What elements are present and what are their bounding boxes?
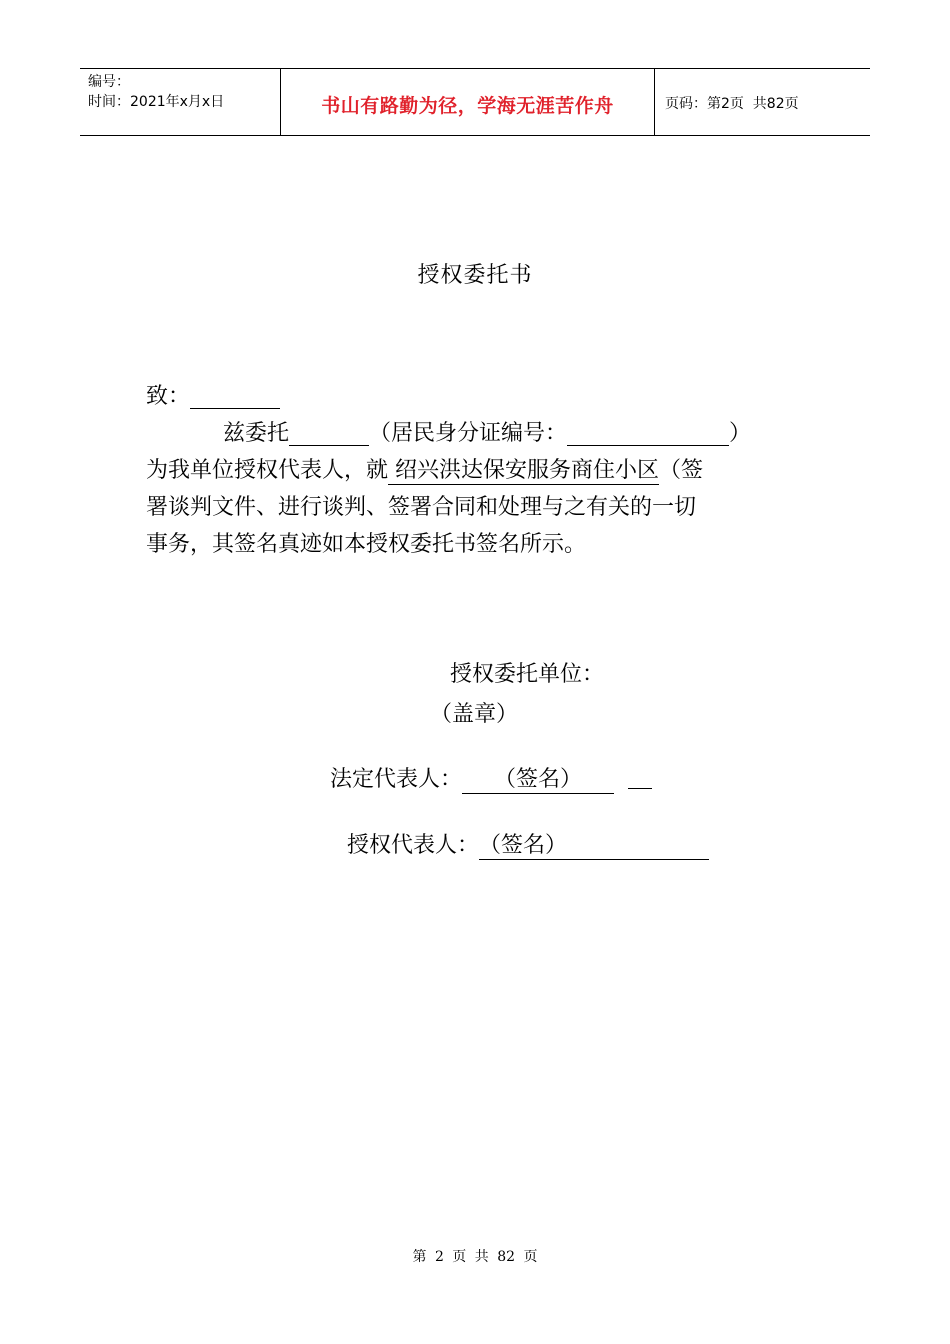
id-number-blank [567, 415, 729, 446]
header-motto-cell [281, 69, 655, 135]
paragraph-line-2 [146, 452, 806, 489]
recipient-label: 致： [146, 384, 191, 409]
entrust-prefix: 兹委托 [223, 421, 290, 446]
line2-prefix: 为我单位授权代表人，就 [146, 458, 389, 483]
paragraph-line-1 [146, 415, 806, 452]
header-page-info: 页码：第2页 共82页 [665, 96, 799, 112]
paragraph-line-3: 署谈判文件、进行谈判、签署合同和处理与之有关的一切 [146, 495, 697, 520]
legal-rep-signature: （签名） [462, 762, 614, 794]
paragraph-line-4: 事务，其签名真迹如本授权委托书签名所示。 [146, 532, 587, 557]
id-number-label: （居民身分证编号： [369, 421, 568, 446]
line2-suffix: （签 [659, 458, 704, 483]
recipient-line [146, 378, 806, 415]
id-number-close: ） [729, 421, 752, 446]
authorized-representative-line [347, 828, 709, 860]
header-meta [80, 69, 281, 135]
authorization-paragraph [146, 415, 806, 563]
legal-rep-extra-blank [628, 762, 652, 789]
legal-rep-label: 法定代表人： [330, 767, 463, 792]
header-page-cell [655, 69, 870, 135]
entrustee-name-blank [289, 415, 369, 446]
page-header [80, 68, 870, 136]
auth-rep-signature: （签名） [479, 828, 709, 860]
project-name: 绍兴洪达保安服务商住小区 [388, 458, 660, 483]
page-footer: 第 2 页 共 82 页 [412, 1249, 538, 1265]
document-time-label: 时间：2021年x月x日 [88, 94, 225, 110]
recipient-blank [190, 378, 280, 409]
auth-rep-label: 授权代表人： [347, 833, 480, 858]
seal-label: （盖章） [430, 702, 519, 727]
document-title: 授权委托书 [417, 263, 533, 288]
document-number-label: 编号： [88, 74, 130, 90]
legal-representative-line [330, 762, 652, 794]
header-motto: 书山有路勤为径，学海无涯苦作舟 [321, 94, 614, 117]
authorizing-unit-label: 授权委托单位： [450, 662, 605, 687]
